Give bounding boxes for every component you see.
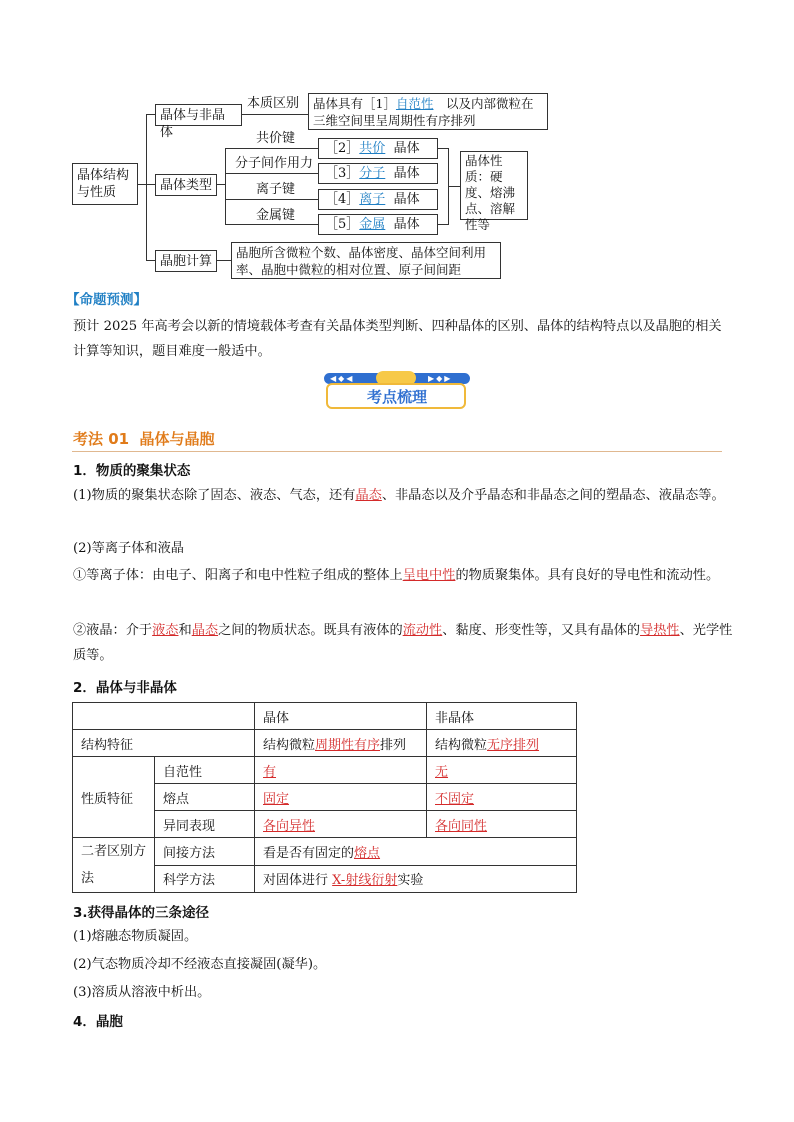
s3-heading: 3.获得晶体的三条途径 <box>73 905 210 921</box>
section-title: 考法 01 晶体与晶胞 <box>73 430 215 448</box>
mindmap-branch-crystal-amorphous: 晶体与非晶体 <box>155 104 242 126</box>
header-crystal: 晶体 <box>255 703 427 730</box>
s1-p2: (2)等离子体和液晶 <box>73 541 184 556</box>
s1-p4: ②液晶：介于液态和晶态之间的物质状态。既具有液体的流动性、黏度、形变性等，又具有晶体的导热性、光学性质等。 <box>73 623 733 663</box>
table-row: 结构特征 结构微粒周期性有序排列 结构微粒无序排列 <box>73 730 577 757</box>
mindmap-root: 晶体结构与性质 <box>72 163 138 205</box>
table-row <box>73 703 577 730</box>
table-row: 性质特征 自范性 有 无 <box>73 757 577 784</box>
edge-essential-difference: 本质区别 <box>247 96 300 111</box>
banner-title: 考点梳理 <box>366 388 427 406</box>
edge-covalent-bond: 共价键 <box>256 131 296 146</box>
table-row: 异同表现 各向异性 各向同性 <box>73 811 577 838</box>
crystal-type-metallic: ［5］金属 晶体 <box>318 214 438 235</box>
mindmap-branch-unit-cell-calc: 晶胞计算 <box>155 250 217 272</box>
table-row: 熔点 固定 不固定 <box>73 784 577 811</box>
crystal-properties: 晶体性质：硬度、熔沸点、溶解性等 <box>460 151 528 220</box>
crystal-type-ionic: ［4］离子 晶体 <box>318 189 438 210</box>
section-banner: ◀◆◀ ▶◆▶ 考点梳理 <box>324 371 470 413</box>
table-row: 二者区别方法 间接方法 看是否有固定的熔点 <box>73 838 577 866</box>
s4-heading: 4．晶胞 <box>73 1014 123 1030</box>
s3-item-1: (1)熔融态物质凝固。 <box>73 929 198 944</box>
s1-p3: ①等离子体：由电子、阳离子和电中性粒子组成的整体上呈电中性的物质聚集体。具有良好的导电性和流动性。 <box>73 568 720 583</box>
edge-intermolecular-force: 分子间作用力 <box>235 156 314 171</box>
crystal-type-covalent: ［2］共价 晶体 <box>318 138 438 159</box>
section-title-rule <box>72 451 722 452</box>
s1-heading: 1．物质的聚集状态 <box>73 463 191 479</box>
table-row: 科学方法 对固体进行 X-射线衍射实验 <box>73 865 577 893</box>
mindmap-branch-crystal-types: 晶体类型 <box>155 174 217 196</box>
crystal-type-molecular: ［3］分子 晶体 <box>318 163 438 184</box>
mindmap-b1-detail: 晶体具有［1］自范性 以及内部微粒在三维空间里呈周期性有序排列 <box>308 93 548 130</box>
edge-ionic-bond: 离子键 <box>256 182 296 197</box>
mindmap-b3-detail: 晶胞所含微粒个数、晶体密度、晶体空间利用率、晶胞中微粒的相对位置、原子间间距 <box>231 242 501 279</box>
s2-heading: 2．晶体与非晶体 <box>73 680 177 696</box>
edge-metallic-bond: 金属键 <box>256 208 296 223</box>
header-amorphous: 非晶体 <box>427 703 577 730</box>
forecast-text: 预计 2025 年高考会以新的情境载体考查有关晶体类型判断、四种晶体的区别、晶体的结构特点以及晶胞的相关计算等知识，题目难度一般适中。 <box>73 319 722 359</box>
s1-p1: (1)物质的聚集状态除了固态、液态、气态，还有晶态、非晶态以及介乎晶态和非晶态之间的塑晶态、液晶态等。 <box>73 488 725 503</box>
comparison-table <box>72 702 577 893</box>
forecast-title: 【命题预测】 <box>66 292 147 308</box>
s3-item-2: (2)气态物质冷却不经液态直接凝固(凝华)。 <box>73 957 327 972</box>
s3-item-3: (3)溶质从溶液中析出。 <box>73 985 211 1000</box>
